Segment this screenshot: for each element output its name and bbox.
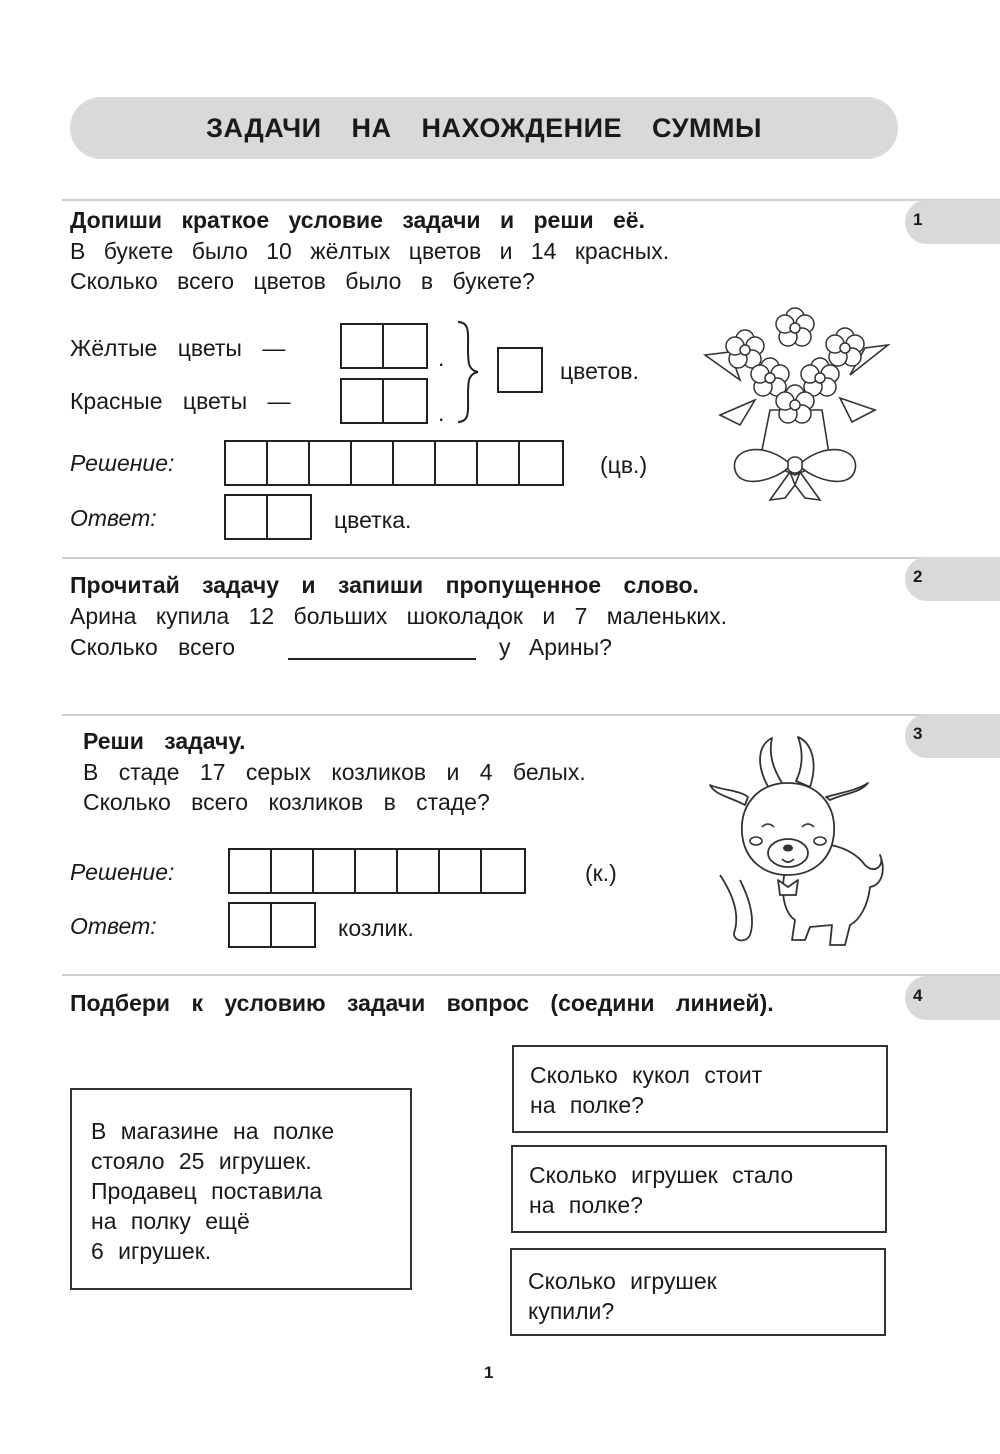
total-unit: цветов. (560, 358, 639, 384)
task1-heading: Допиши краткое условие задачи и реши её. (70, 207, 645, 233)
yellow-count-cells[interactable] (340, 323, 428, 369)
answer-cell[interactable] (272, 904, 314, 946)
task1-text-line1: В букете было 10 жёлтых цветов и 14 красных. (70, 238, 670, 264)
task2-text-line1: Арина купила 12 больших шоколадок и 7 маленьких. (70, 603, 728, 629)
task-number-badge (905, 714, 1000, 758)
solution-cells[interactable] (224, 440, 564, 486)
page-title: ЗАДАЧИ НА НАХОЖДЕНИЕ СУММЫ (206, 112, 762, 143)
condition-line: стояло 25 игрушек. (91, 1148, 312, 1174)
task-number: 2 (913, 567, 923, 586)
solution-cell[interactable] (394, 442, 436, 484)
solution-cell[interactable] (478, 442, 520, 484)
task-number: 4 (913, 986, 923, 1005)
separator (62, 974, 1000, 976)
yellow-flowers-label: Жёлтые цветы — (70, 335, 286, 361)
task1-text-line2: Сколько всего цветов было в букете? (70, 268, 535, 294)
separator (62, 714, 1000, 716)
solution-cells[interactable] (228, 848, 526, 894)
task4-heading: Подбери к условию задачи вопрос (соедини линией). (70, 990, 774, 1016)
solution-label: Решение: (70, 859, 175, 885)
task2-heading: Прочитай задачу и запиши пропущенное слово. (70, 572, 699, 598)
solution-cell[interactable] (310, 442, 352, 484)
separator (62, 199, 1000, 201)
answer-cells[interactable] (224, 494, 312, 540)
answer-cell[interactable] (268, 496, 310, 538)
condition-line: 6 игрушек. (91, 1238, 212, 1264)
question-box-1[interactable] (512, 1045, 888, 1133)
question-line: на полке? (530, 1092, 644, 1118)
answer-unit: козлик. (338, 915, 414, 941)
solution-cell[interactable] (272, 850, 314, 892)
task-number-badge (905, 976, 1000, 1020)
task3-text-line1: В стаде 17 серых козликов и 4 белых. (83, 759, 586, 785)
missing-word-blank[interactable] (288, 658, 476, 660)
answer-label: Ответ: (70, 913, 157, 939)
answer-cell[interactable] (384, 380, 426, 422)
task3-text-line2: Сколько всего козликов в стаде? (83, 789, 490, 815)
red-count-cells[interactable] (340, 378, 428, 424)
answer-label: Ответ: (70, 505, 157, 531)
total-count-cell[interactable] (497, 347, 543, 393)
solution-cell[interactable] (268, 442, 310, 484)
condition-line: В магазине на полке (91, 1118, 335, 1144)
separator (62, 557, 1000, 559)
question-line: Сколько игрушек стало (529, 1162, 794, 1188)
condition-box[interactable] (70, 1088, 412, 1290)
task3-heading: Реши задачу. (83, 728, 246, 754)
goat-illustration (700, 735, 890, 950)
solution-cell[interactable] (520, 442, 562, 484)
solution-cell[interactable] (352, 442, 394, 484)
task-number-badge (905, 200, 1000, 244)
solution-cell[interactable] (226, 442, 268, 484)
solution-cell[interactable] (482, 850, 524, 892)
answer-unit: цветка. (334, 507, 412, 533)
condition-line: на полку ещё (91, 1208, 250, 1234)
curly-brace-icon (452, 320, 482, 424)
solution-cell[interactable] (356, 850, 398, 892)
solution-unit: (к.) (585, 860, 617, 886)
question-line: Сколько кукол стоит (530, 1062, 763, 1088)
solution-cell[interactable] (398, 850, 440, 892)
title-banner (70, 97, 898, 159)
solution-cell[interactable] (314, 850, 356, 892)
question-box-3[interactable] (510, 1248, 886, 1336)
task-number: 3 (913, 724, 923, 743)
answer-cell[interactable] (342, 325, 384, 367)
answer-cell[interactable] (499, 349, 541, 391)
task2-text-line2-start: Сколько всего (70, 634, 236, 660)
task-number: 1 (913, 210, 923, 229)
task2-text-line2-end: у Арины? (499, 634, 612, 660)
solution-cell[interactable] (440, 850, 482, 892)
dot: . (438, 345, 445, 371)
page-number: 1 (484, 1363, 494, 1382)
question-line: купили? (528, 1298, 615, 1324)
answer-cell[interactable] (384, 325, 426, 367)
question-line: на полке? (529, 1192, 643, 1218)
condition-line: Продавец поставила (91, 1178, 323, 1204)
flower-bouquet-illustration (700, 300, 895, 505)
question-box-2[interactable] (511, 1145, 887, 1233)
task-number-badge (905, 557, 1000, 601)
answer-cell[interactable] (230, 904, 272, 946)
answer-cells[interactable] (228, 902, 316, 948)
solution-cell[interactable] (230, 850, 272, 892)
dot: . (438, 400, 445, 426)
answer-cell[interactable] (342, 380, 384, 422)
solution-cell[interactable] (436, 442, 478, 484)
solution-label: Решение: (70, 450, 175, 476)
solution-unit: (цв.) (600, 452, 648, 478)
red-flowers-label: Красные цветы — (70, 388, 291, 414)
question-line: Сколько игрушек (528, 1268, 717, 1294)
answer-cell[interactable] (226, 496, 268, 538)
